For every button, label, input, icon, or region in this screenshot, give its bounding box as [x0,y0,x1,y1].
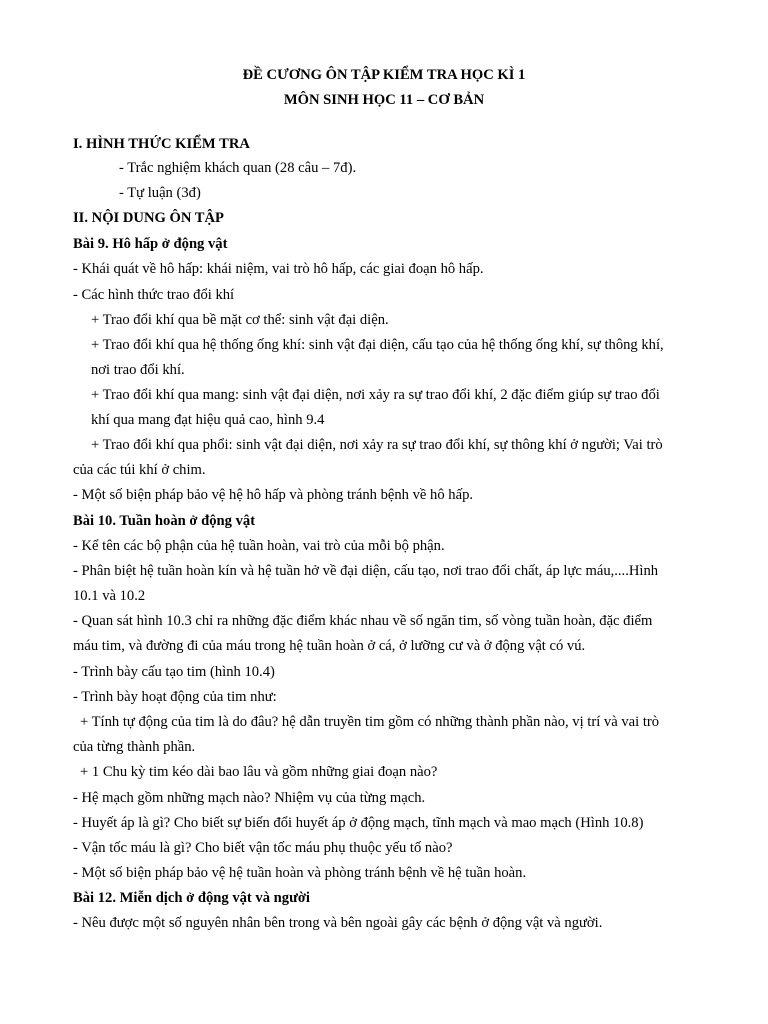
text-line: - Hệ mạch gồm những mạch nào? Nhiệm vụ của từng mạch. [73,790,426,806]
list-item: - Tự luận (3đ) [119,185,201,201]
text-line: 10.1 và 10.2 [73,588,146,604]
section-heading-content: II. NỘI DUNG ÔN TẬP [73,210,224,226]
text-line: của các túi khí ở chim. [73,462,206,478]
lesson-title-10: Bài 10. Tuần hoàn ở động vật [73,513,256,529]
text-line: - Kể tên các bộ phận của hệ tuần hoàn, vai trò của mỗi bộ phận. [73,538,445,554]
text-line: - Các hình thức trao đổi khí [73,287,235,303]
text-line: + Tính tự động của tim là do đâu? hệ dẫn truyền tim gồm có những thành phần nào, vị trí và vai trò [80,714,660,730]
text-line: - Một số biện pháp bảo vệ hệ tuần hoàn và phòng tránh bệnh về hệ tuần hoàn. [73,865,527,881]
text-line: - Khái quát về hô hấp: khái niệm, vai trò hô hấp, các giai đoạn hô hấp. [73,261,484,277]
document-subtitle: MÔN SINH HỌC 11 – CƠ BẢN [283,92,485,108]
lesson-title-9: Bài 9. Hô hấp ở động vật [73,236,228,252]
text-line: - Trình bày cấu tạo tim (hình 10.4) [73,664,275,680]
text-line: + Trao đổi khí qua bề mặt cơ thể: sinh vật đại diện. [91,312,389,328]
text-line: - Phân biệt hệ tuần hoàn kín và hệ tuần hở về đại diện, cấu tạo, nơi trao đổi chất, áp lực máu,....Hình [73,563,659,579]
text-line: + Trao đổi khí qua mang: sinh vật đại diện, nơi xảy ra sự trao đổi khí, 2 đặc điểm giúp sự trao đổi [91,387,660,403]
text-line: máu tim, và đường đi của máu trong hệ tuần hoàn ở cá, ở lưỡng cư và ở động vật có vú. [73,638,586,654]
list-item: - Trắc nghiệm khách quan (28 câu – 7đ). [119,160,357,176]
lesson-title-12: Bài 12. Miễn dịch ở động vật và người [73,890,310,906]
text-line: - Vận tốc máu là gì? Cho biết vận tốc máu phụ thuộc yếu tố nào? [73,840,453,856]
text-line: + 1 Chu kỳ tim kéo dài bao lâu và gồm những giai đoạn nào? [80,764,438,780]
text-line: - Nêu được một số nguyên nhân bên trong và bên ngoài gây các bệnh ở động vật và người. [73,915,603,931]
text-line: - Trình bày hoạt động của tim như: [73,689,277,705]
text-line: + Trao đổi khí qua hệ thống ống khí: sinh vật đại diện, cấu tạo của hệ thống ống khí, sự thông khí, [91,337,664,353]
text-line: của từng thành phần. [73,739,196,755]
text-line: - Một số biện pháp bảo vệ hệ hô hấp và phòng tránh bệnh về hô hấp. [73,487,474,503]
text-line: - Quan sát hình 10.3 chỉ ra những đặc điểm khác nhau về số ngăn tim, số vòng tuần hoàn, đặc điểm [73,613,653,629]
text-line: - Huyết áp là gì? Cho biết sự biến đổi huyết áp ở động mạch, tĩnh mạch và mao mạch (Hình 10.8) [73,815,644,831]
text-line: khí qua mang đạt hiệu quả cao, hình 9.4 [91,412,325,428]
text-line: nơi trao đổi khí. [91,362,185,378]
text-line: + Trao đổi khí qua phổi: sinh vật đại diện, nơi xảy ra sự trao đổi khí, sự thông khí ở người; Vai trò [91,437,663,453]
document-title: ĐỀ CƯƠNG ÔN TẬP KIỂM TRA HỌC KÌ 1 [242,67,526,83]
section-heading-format: I. HÌNH THỨC KIỂM TRA [73,136,250,152]
